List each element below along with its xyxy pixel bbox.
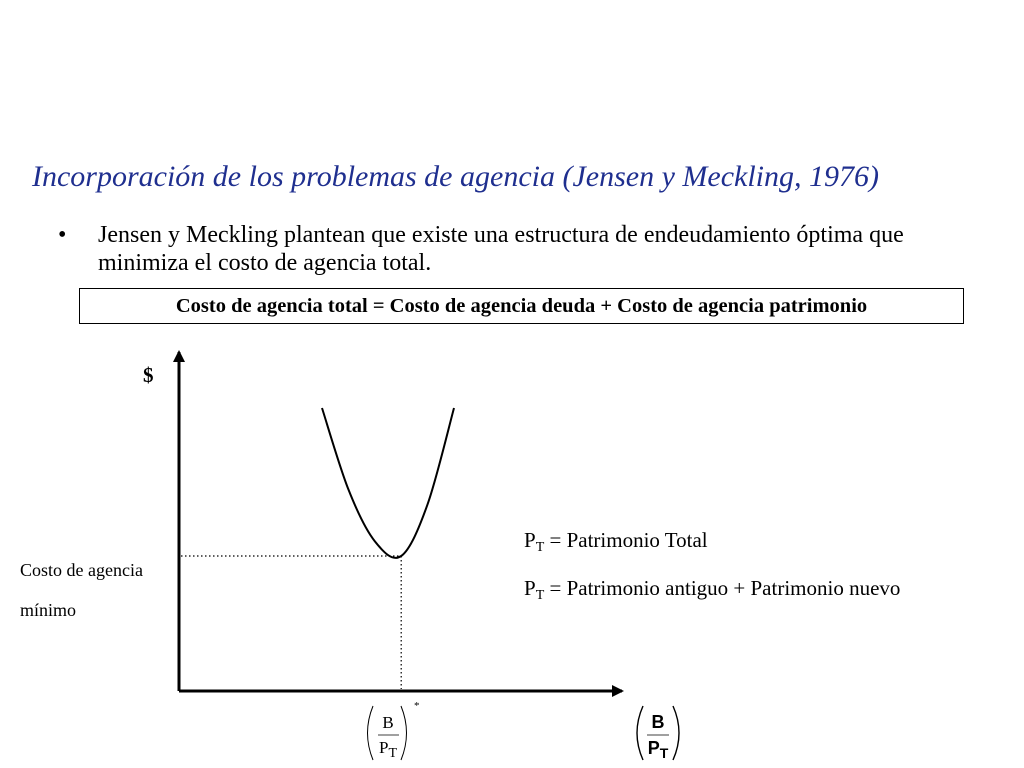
- optimum-den-main: P: [378, 738, 389, 757]
- x-axis-den-sub: T: [659, 745, 669, 761]
- optimum-star: *: [414, 700, 420, 712]
- total-agency-cost-curve: [322, 408, 454, 558]
- pt-subscript: T: [535, 540, 545, 555]
- pt-definition-text: = Patrimonio antiguo + Patrimonio nuevo: [549, 576, 901, 600]
- optimum-den-sub: T: [388, 746, 398, 761]
- min-cost-label: [20, 550, 143, 630]
- pt-definition-text: = Patrimonio Total: [549, 528, 708, 552]
- x-axis-label: [642, 709, 674, 761]
- pt-definition-2: [524, 564, 900, 612]
- pt-symbol: P: [524, 528, 536, 552]
- x-axis-den-main: P: [647, 738, 660, 758]
- min-cost-label-line1: Costo de agencia: [20, 560, 143, 580]
- min-cost-label-line2: mínimo: [20, 600, 77, 620]
- x-axis-denominator: [642, 735, 674, 761]
- x-axis-numerator: B: [651, 712, 665, 732]
- pt-definition-1: [524, 516, 900, 564]
- bullet-text: Jensen y Meckling plantean que existe una estructura de endeudamiento óptima que minimiza el costo de agencia total.: [98, 222, 904, 276]
- formula-box: Costo de agencia total = Costo de agencia deuda + Costo de agencia patrimonio: [79, 288, 964, 324]
- pt-symbol: P: [524, 576, 536, 600]
- optimum-denominator: [372, 735, 404, 760]
- pt-subscript: T: [535, 588, 545, 603]
- optimum-numerator: B: [382, 713, 394, 732]
- slide-title: Incorporación de los problemas de agencia (Jensen y Meckling, 1976): [32, 160, 879, 193]
- pt-definitions: [524, 516, 900, 612]
- bullet-dot: •: [58, 222, 67, 248]
- optimal-ratio-label: [372, 710, 404, 760]
- y-axis-label: $: [143, 363, 154, 387]
